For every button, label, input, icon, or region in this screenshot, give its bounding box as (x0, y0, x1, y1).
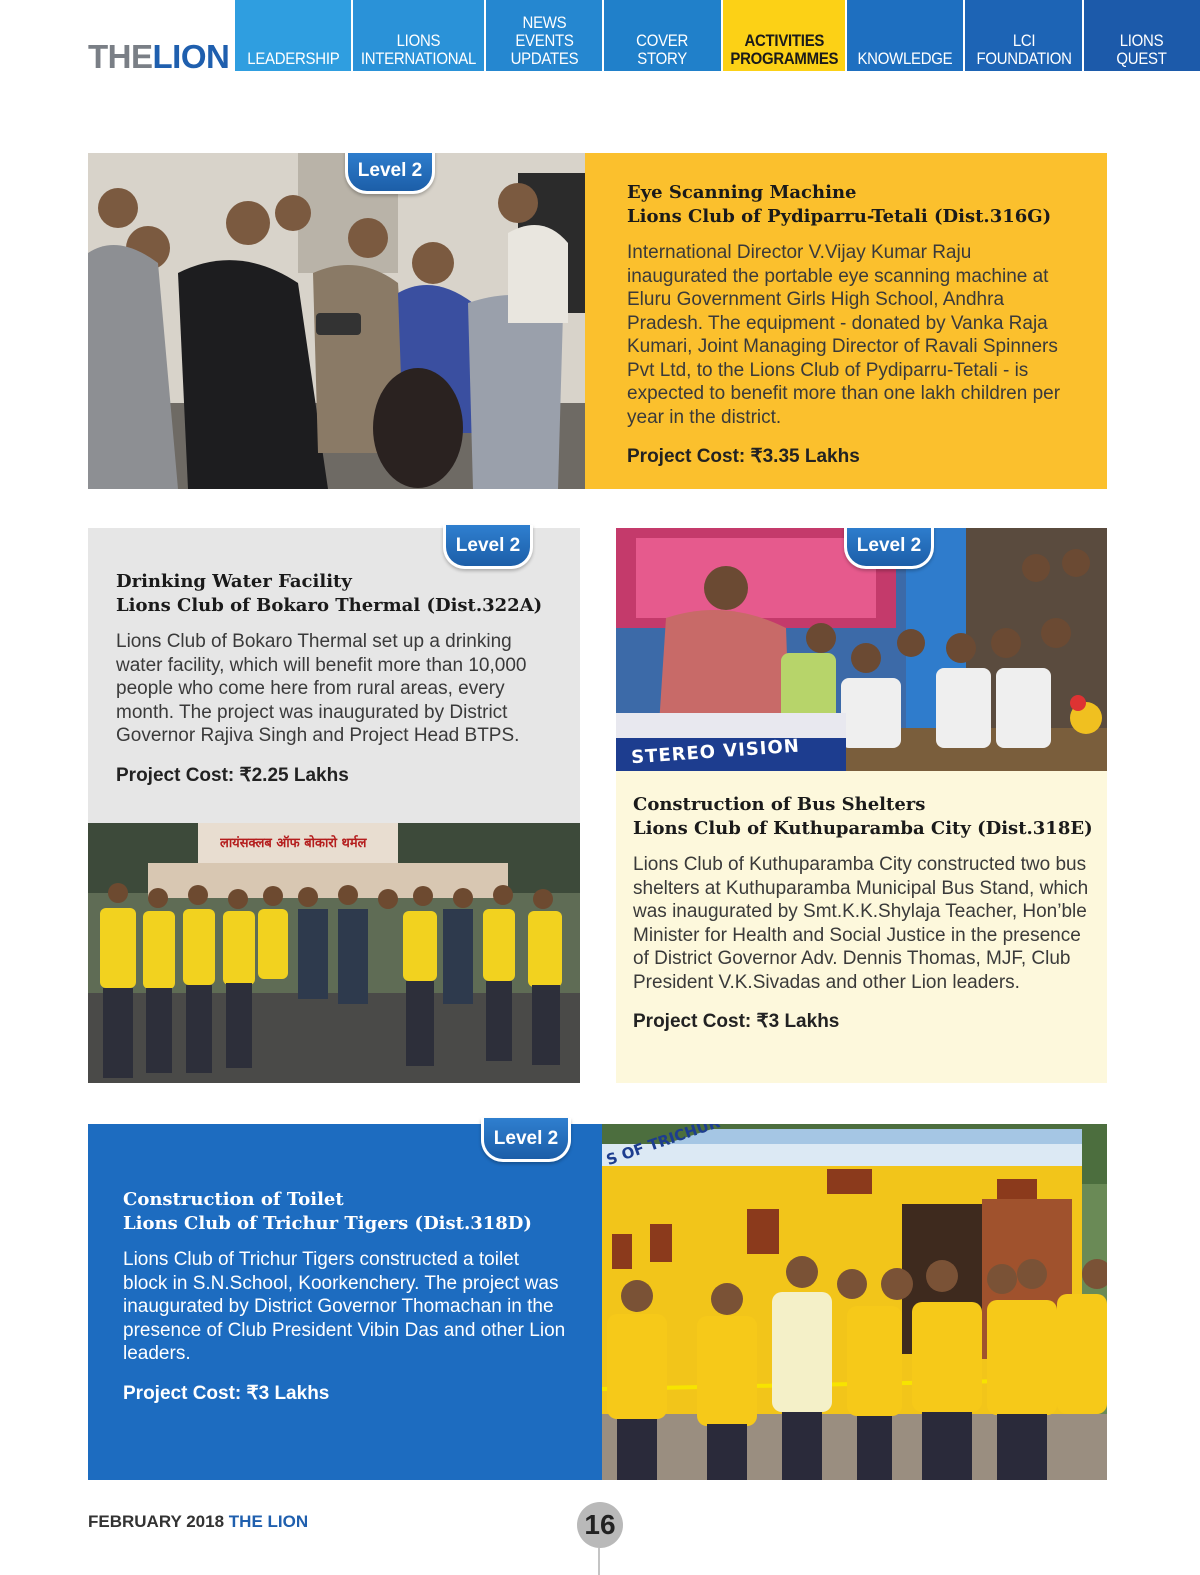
article-toilet-text (88, 1124, 602, 1480)
tab-activities-programmes[interactable]: ACTIVITIES PROGRAMMES (723, 0, 846, 71)
article-body: Lions Club of Kuthuparamba City constructed two bus shelters at Kuthuparamba Municipal Bus Stand, which was inaugurated by Smt.K.K.Shylaja Teacher, Hon’ble Minister for Health and Social Justice in the presence of District Governor Adv. Dennis Thomas, MJF, Club President V.K.Sivadas and other Lion leaders. (633, 854, 1089, 993)
photo-drinking-water-event (88, 823, 580, 1083)
tab-knowledge[interactable]: KNOWLEDGE (847, 0, 963, 71)
photo-toilet-event (602, 1124, 1107, 1480)
article-eye-scanning (88, 153, 1107, 489)
tab-news-events-updates[interactable]: NEWS EVENTS UPDATES (486, 0, 602, 71)
project-cost: Project Cost: ₹2.25 Lakhs (116, 764, 349, 786)
tab-lci-foundation[interactable]: LCI FOUNDATION (965, 0, 1081, 71)
project-cost: Project Cost: ₹3 Lakhs (633, 1011, 840, 1032)
magazine-logo (88, 38, 229, 76)
issue-date: FEBRUARY 2018 (88, 1512, 225, 1531)
logo-lion: LION (152, 38, 230, 75)
tab-lions-quest[interactable]: LIONS QUEST (1084, 0, 1200, 71)
tab-lions-international[interactable]: LIONS INTERNATIONAL (353, 0, 484, 71)
project-cost: Project Cost: ₹3 Lakhs (123, 1382, 330, 1404)
logo-the: THE (88, 38, 153, 75)
article-body: Lions Club of Trichur Tigers constructed a toilet block in S.N.School, Koorkenchery. The project was inaugurated by District Governor Thomachan in the presence of Club President Vibin Das and other Lion leaders. (123, 1249, 566, 1364)
article-drinking-water (88, 528, 580, 1083)
photo-eye-scanning-event (88, 153, 585, 489)
photo-eye-scanning-scene (88, 153, 585, 489)
page-number-stem (598, 1548, 600, 1575)
level-badge: Level 2 (844, 528, 934, 569)
article-body: International Director V.Vijay Kumar Raju inaugurated the portable eye scanning machine at Eluru Government Girls High School, Andhra Pradesh. The equipment - donated by Vanka Raja Kumari, Joint Managing Director of Ravali Spinners Pvt Ltd, to the Lions Club of Pydiparru-Tetali - is expected to benefit more than one lakh children per year in the district. (627, 242, 1061, 428)
article-toilet (88, 1124, 1107, 1480)
article-title: Eye Scanning Machine Lions Club of Pydiparru-Tetali (Dist.316G) (627, 182, 1052, 227)
footer-issue (88, 1512, 308, 1532)
level-badge: Level 2 (481, 1118, 571, 1162)
footer-magazine-name: THE LION (228, 1512, 309, 1531)
article-title: Construction of Toilet Lions Club of Trichur Tigers (Dist.318D) (123, 1189, 532, 1234)
project-cost: Project Cost: ₹3.35 Lakhs (627, 446, 860, 467)
photo-drinking-water-scene (88, 823, 580, 1083)
article-eye-scanning-text (585, 153, 1107, 489)
article-body: Lions Club of Bokaro Thermal set up a drinking water facility, which will benefit more than 10,000 people who come here from rural areas, every month. The project was inaugurated by District Governor Rajiva Singh and Project Head BTPS. (116, 631, 527, 746)
article-bus-shelters (616, 528, 1107, 1083)
level-badge: Level 2 (443, 525, 533, 569)
article-title: Drinking Water Facility Lions Club of Bokaro Thermal (Dist.322A) (116, 571, 543, 616)
photo-signboard-text: लायंसक्लब ऑफ बोकारो थर्मल (220, 836, 367, 851)
photo-banner-text: STEREO VISION (630, 735, 801, 769)
page-number: 16 (577, 1502, 623, 1548)
article-title: Construction of Bus Shelters Lions Club of Kuthuparamba City (Dist.318E) (633, 794, 1093, 839)
tab-leadership[interactable]: LEADERSHIP (235, 0, 351, 71)
level-badge: Level 2 (345, 153, 435, 194)
tab-cover-story[interactable]: COVER STORY (604, 0, 720, 71)
photo-bus-shelter-event (616, 528, 1107, 771)
photo-toilet-scene (602, 1124, 1107, 1480)
section-tabs (235, 0, 1200, 71)
